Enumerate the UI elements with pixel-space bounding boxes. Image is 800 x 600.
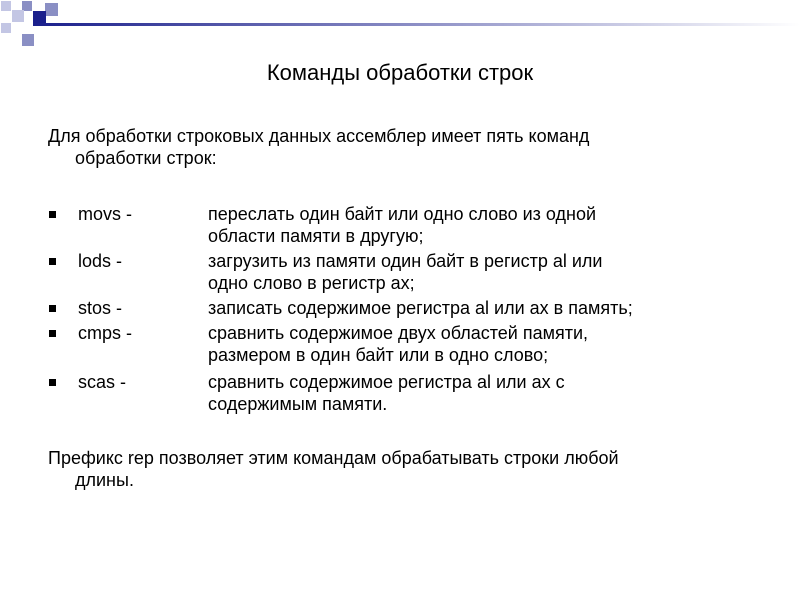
command-description-line-2: области памяти в другую; — [208, 226, 424, 246]
bullet-square-icon — [49, 211, 56, 218]
command-description-line-2: размером в один байт или в одно слово; — [208, 345, 549, 365]
command-description-line-1: записать содержимое регистра al или ax в память; — [208, 298, 633, 318]
command-description-line-1: загрузить из памяти один байт в регистр al или — [208, 251, 603, 271]
decor-square — [22, 1, 32, 11]
header-decoration — [0, 0, 800, 60]
bullet-square-icon — [49, 330, 56, 337]
bullet-square-icon — [49, 379, 56, 386]
slide-title: Команды обработки строк — [266, 60, 534, 85]
intro-paragraph — [48, 125, 768, 169]
decor-square — [22, 34, 34, 46]
command-description-line-1: сравнить содержимое регистра al или ax с — [208, 372, 565, 392]
rep-prefix-paragraph — [48, 447, 768, 491]
command-description — [208, 322, 768, 366]
decor-square — [45, 3, 58, 16]
command-name: cmps - — [78, 323, 132, 343]
decor-square — [33, 11, 46, 24]
command-description — [208, 371, 768, 415]
decor-square — [12, 10, 24, 22]
command-description-line-1: сравнить содержимое двух областей памяти, — [208, 323, 589, 343]
decor-square — [1, 1, 11, 11]
command-description-line-2: содержимым памяти. — [208, 394, 388, 414]
command-description — [208, 297, 768, 319]
bullet-square-icon — [49, 258, 56, 265]
command-name: stos - — [78, 298, 123, 318]
command-description-line-1: переслать один байт или одно слово из одной — [208, 204, 597, 224]
intro-line-1: Для обработки строковых данных ассемблер имеет пять команд — [48, 126, 590, 146]
command-description-line-2: одно слово в регистр ax; — [208, 273, 415, 293]
command-name: movs - — [78, 204, 132, 224]
bullet-square-icon — [49, 305, 56, 312]
footer-line-2: длины. — [75, 470, 134, 490]
intro-line-2: обработки строк: — [75, 148, 217, 168]
decor-square — [1, 23, 11, 33]
command-name: lods - — [78, 251, 123, 271]
command-description — [208, 250, 768, 294]
command-description — [208, 203, 768, 247]
footer-line-1: Префикс rep позволяет этим командам обрабатывать строки любой — [48, 448, 619, 468]
command-name: scas - — [78, 372, 127, 392]
header-gradient-line — [33, 23, 800, 26]
